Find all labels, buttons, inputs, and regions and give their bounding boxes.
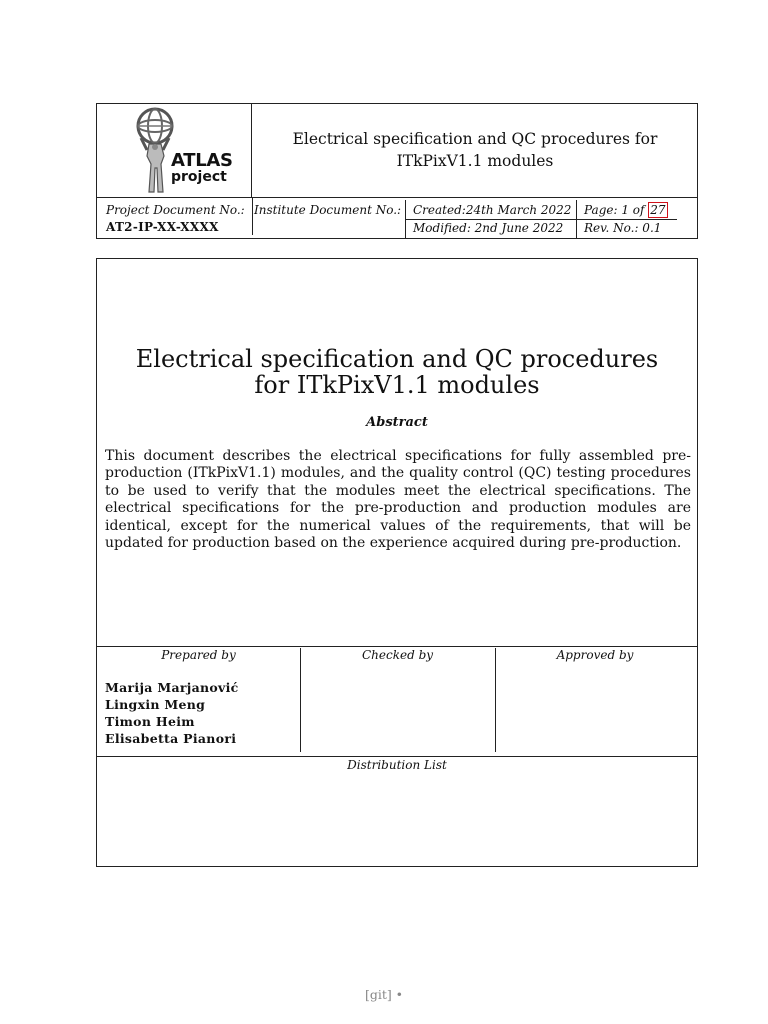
page-count: Page: 1 of 27 bbox=[584, 203, 666, 217]
meta-divider bbox=[576, 200, 577, 238]
atlas-logo bbox=[97, 104, 252, 197]
project-doc-value: AT2-IP-XX-XXXX bbox=[106, 220, 219, 234]
author-name: Elisabetta Pianori bbox=[105, 731, 237, 746]
author-names-list bbox=[105, 679, 239, 747]
author-name: Timon Heim bbox=[105, 714, 195, 729]
revision-number: Rev. No.: 0.1 bbox=[584, 221, 662, 235]
signoff-top-divider bbox=[97, 646, 697, 647]
signoff-divider bbox=[300, 648, 301, 752]
total-pages-link[interactable]: 27 bbox=[650, 203, 666, 217]
author-name: Marija Marjanović bbox=[105, 680, 239, 695]
signoff-divider bbox=[495, 648, 496, 752]
page-footer: [git] • bbox=[364, 987, 404, 1002]
approved-by-heading: Approved by bbox=[556, 648, 634, 662]
abstract-heading: Abstract bbox=[366, 415, 428, 430]
header-title: Electrical specification and QC procedures for ITkPixV1.1 modules bbox=[292, 130, 658, 170]
author-name: Lingxin Meng bbox=[105, 697, 206, 712]
distribution-list-heading: Distribution List bbox=[347, 758, 447, 772]
meta-divider bbox=[252, 197, 253, 235]
document-header-table bbox=[96, 103, 698, 239]
title-page-box bbox=[96, 258, 698, 867]
logo-text-atlas: ATLAS bbox=[171, 150, 233, 171]
prepared-by-heading: Prepared by bbox=[161, 648, 236, 662]
checked-by-heading: Checked by bbox=[361, 648, 434, 662]
modified-date: Modified: 2nd June 2022 bbox=[413, 221, 564, 235]
document-title: Electrical specification and QC procedures for ITkPixV1.1 modules bbox=[135, 345, 659, 399]
logo-text-project: project bbox=[171, 169, 227, 185]
abstract-text: This document describes the electrical specifications for fully assembled pre-production (ITkPixV1.1) modules, and the quality control (QC) testing procedures to be used to verify that the modules meet the electrical specifications. The electrical specifications for the pre-production and production modules are identical, except for the numerical values of the requirements, that will be updated for production based on the experience acquired during pre-production. bbox=[105, 448, 691, 552]
signoff-bottom-divider bbox=[97, 756, 697, 757]
created-date: Created:24th March 2022 bbox=[413, 203, 572, 217]
institute-doc-label: Institute Document No.: bbox=[254, 203, 402, 217]
project-doc-label: Project Document No.: bbox=[106, 203, 245, 217]
header-separator bbox=[97, 197, 697, 198]
